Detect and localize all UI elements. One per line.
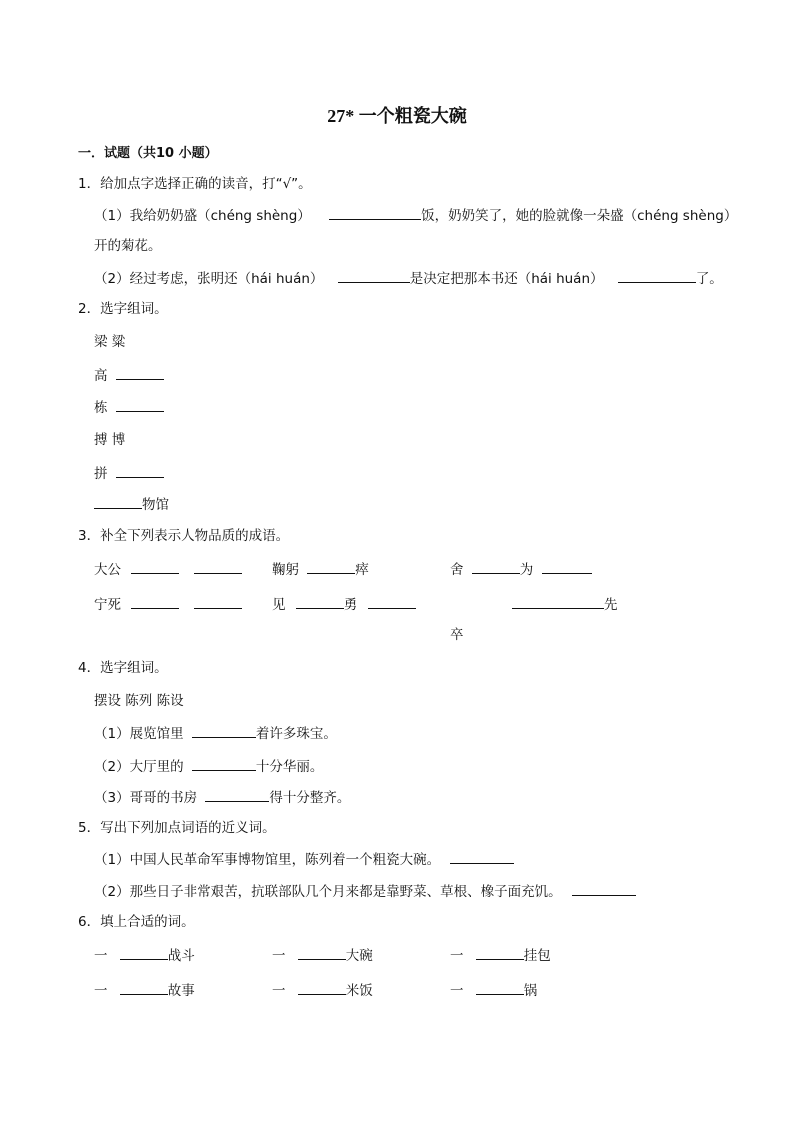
q5-s2-text: （2）那些日子非常艰苦，抗联部队几个月来都是靠野菜、草根、橡子面充饥。 — [94, 884, 562, 900]
q6-item-4 — [94, 981, 195, 1000]
q3-idiom-4-text: 宁死 — [94, 597, 121, 613]
q4-blank-2[interactable] — [192, 757, 256, 771]
q3-blank-10[interactable] — [512, 595, 604, 609]
page-title: 27* 一个粗瓷大碗 — [327, 106, 467, 126]
q3-blank-9[interactable] — [368, 595, 416, 609]
q3-blank-2[interactable] — [194, 560, 242, 574]
q4-s2-part-a: （2）大厅里的 — [94, 759, 184, 775]
q3-blank-3[interactable] — [307, 560, 355, 574]
q3-idiom-5 — [272, 595, 416, 614]
q2-item-2-char: 栋 — [94, 400, 108, 416]
q2-blank-3[interactable] — [116, 464, 164, 478]
q4-s2-part-b: 十分华丽。 — [255, 759, 324, 775]
q1-s2-part-a: （2）经过考虑，张明还（hái huán） — [94, 271, 324, 287]
q4-s3-part-b: 得十分整齐。 — [269, 790, 351, 806]
q2-item-2 — [94, 398, 164, 417]
q3-blank-7[interactable] — [194, 595, 242, 609]
q6-blank-2[interactable] — [298, 946, 346, 960]
q4-blank-3[interactable] — [205, 788, 269, 802]
q3-idiom-3 — [450, 560, 592, 579]
q2-item-4-word: 物馆 — [142, 497, 169, 513]
q3-idiom-2-text-a: 鞠躬 — [272, 562, 299, 578]
q3-blank-1[interactable] — [131, 560, 179, 574]
q3-blank-5[interactable] — [542, 560, 592, 574]
q2-item-3 — [94, 464, 164, 483]
q5-sentence-1 — [94, 850, 514, 869]
q6-item-5-word: 米饭 — [345, 983, 373, 999]
q5-blank-1[interactable] — [450, 850, 514, 864]
q5-blank-2[interactable] — [572, 882, 636, 896]
q6-item-3 — [450, 946, 551, 965]
q3-idiom-2-text-b: 瘁 — [355, 562, 369, 578]
q6-item-5 — [272, 981, 373, 1000]
q3-idiom-6 — [512, 595, 618, 614]
q6-item-2-word: 大碗 — [345, 948, 373, 964]
q3-idiom-5-text-a: 见 — [272, 597, 286, 613]
q6-item-3-word: 挂包 — [523, 948, 551, 964]
q3-stem: 3．补全下列表示人物品质的成语。 — [78, 528, 290, 544]
q1-blank-3[interactable] — [618, 269, 696, 283]
q2-blank-4[interactable] — [94, 495, 142, 509]
q3-blank-6[interactable] — [131, 595, 179, 609]
section-heading: 一．试题（共10 小题） — [78, 146, 218, 161]
q1-stem: 1．给加点字选择正确的读音，打“√”。 — [78, 176, 312, 192]
q3-idiom-5-text-b: 勇 — [343, 597, 358, 613]
q1-s2-part-c: 了。 — [695, 271, 723, 287]
q6-blank-5[interactable] — [298, 981, 346, 995]
q1-sentence-2 — [94, 269, 723, 288]
q3-idiom-3-text-a: 舍 — [450, 562, 464, 578]
q3-idiom-4 — [94, 595, 242, 614]
q6-blank-1[interactable] — [120, 946, 168, 960]
q3-idiom-2 — [272, 560, 369, 579]
q3-blank-4[interactable] — [472, 560, 520, 574]
q1-blank-1[interactable] — [329, 206, 421, 220]
q3-idiom-6-text-b: 卒 — [450, 627, 464, 643]
q3-blank-8[interactable] — [296, 595, 344, 609]
q6-item-6-word: 锅 — [523, 983, 538, 999]
q1-sentence-1 — [94, 206, 737, 225]
q6-blank-3[interactable] — [476, 946, 524, 960]
q3-idiom-1 — [94, 560, 242, 579]
q6-item-4-num: 一 — [94, 983, 108, 999]
q6-item-1-word: 战斗 — [167, 948, 195, 964]
q6-item-6-num: 一 — [450, 983, 464, 999]
q6-item-3-num: 一 — [450, 948, 464, 964]
q1-blank-2[interactable] — [338, 269, 410, 283]
q2-item-4 — [94, 495, 169, 514]
q6-item-1-num: 一 — [94, 948, 108, 964]
q5-s1-text: （1）中国人民革命军事博物馆里，陈列着一个粗瓷大碗。 — [94, 852, 441, 868]
q2-item-1-char: 高 — [94, 368, 108, 384]
q2-blank-1[interactable] — [116, 366, 164, 380]
q2-item-1 — [94, 366, 164, 385]
q4-blank-1[interactable] — [192, 724, 256, 738]
q4-options: 摆设 陈列 陈设 — [94, 693, 184, 709]
q2-blank-2[interactable] — [116, 398, 164, 412]
q2-stem: 2．选字组词。 — [78, 301, 168, 317]
q3-idiom-6-text-a: 先 — [604, 597, 618, 613]
q5-sentence-2 — [94, 882, 636, 901]
q1-s1-part-c: 开的菊花。 — [94, 238, 162, 254]
q4-s1-part-b: 着许多珠宝。 — [255, 726, 337, 742]
q4-sentence-2 — [94, 757, 323, 776]
q4-sentence-1 — [94, 724, 337, 743]
q1-s2-part-b: 是决定把那本书还（hái huán） — [409, 271, 604, 287]
q6-blank-4[interactable] — [120, 981, 168, 995]
q5-stem: 5．写出下列加点词语的近义词。 — [78, 820, 276, 836]
q2-char-pair-2: 搏 博 — [94, 432, 126, 448]
q3-idiom-1-text: 大公 — [94, 562, 121, 578]
q4-sentence-3 — [94, 788, 350, 807]
q4-s3-part-a: （3）哥哥的书房 — [94, 790, 198, 806]
q3-idiom-3-text-b: 为 — [519, 562, 534, 578]
q6-item-5-num: 一 — [272, 983, 286, 999]
q6-stem: 6．填上合适的词。 — [78, 914, 195, 930]
q4-stem: 4．选字组词。 — [78, 660, 168, 676]
q2-char-pair-1: 梁 粱 — [94, 334, 126, 350]
q2-item-3-char: 拼 — [94, 466, 108, 482]
q6-blank-6[interactable] — [476, 981, 524, 995]
q6-item-1 — [94, 946, 195, 965]
q6-item-2-num: 一 — [272, 948, 286, 964]
q6-item-6 — [450, 981, 537, 1000]
q6-item-4-word: 故事 — [167, 983, 195, 999]
q1-s1-part-a: （1）我给奶奶盛（chéng shèng） — [94, 208, 311, 224]
q4-s1-part-a: （1）展览馆里 — [94, 726, 184, 742]
q6-item-2 — [272, 946, 373, 965]
q1-s1-part-b: 饭，奶奶笑了，她的脸就像一朵盛（chéng shèng） — [421, 208, 738, 224]
